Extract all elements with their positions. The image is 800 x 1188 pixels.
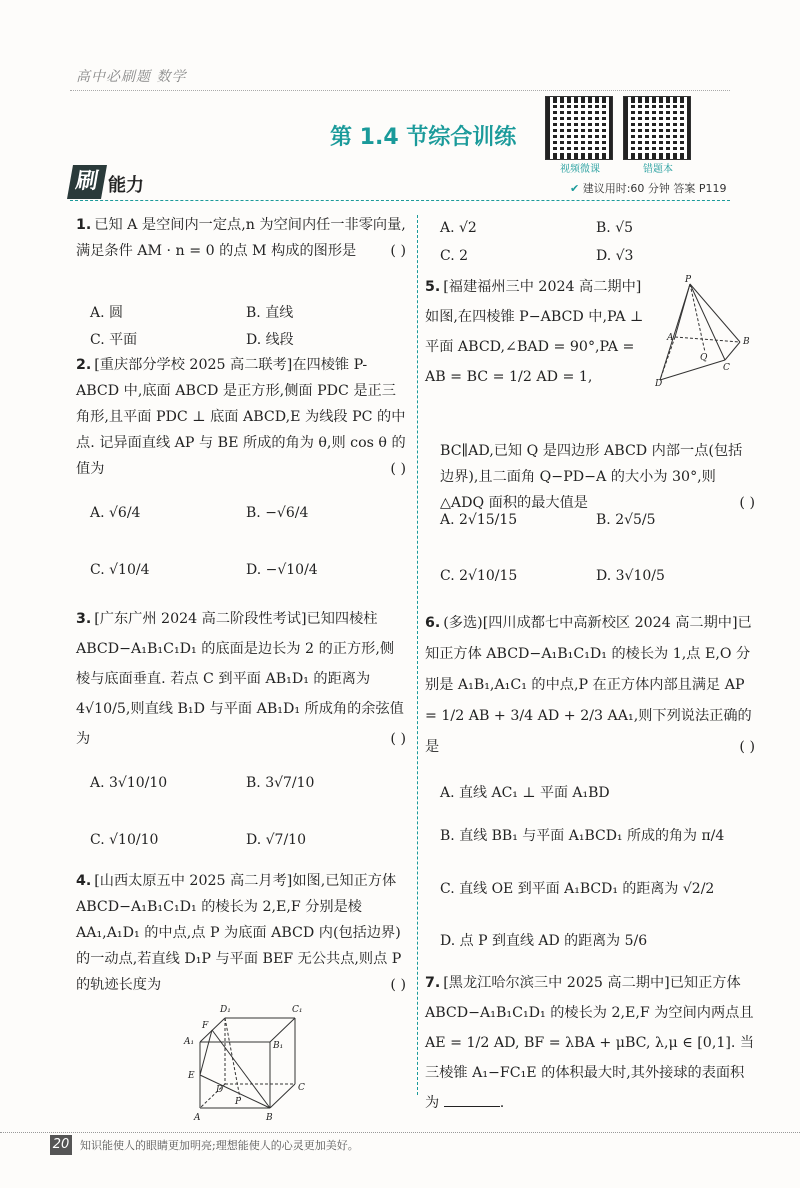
label-C: C — [298, 1083, 305, 1093]
q5-option-c: C. 2√10/15 — [440, 568, 518, 584]
q2-option-a: A. √6/4 — [90, 505, 141, 521]
label-C1: C₁ — [292, 1005, 303, 1015]
q4-option-b: B. √5 — [596, 220, 634, 236]
label-B: B — [743, 337, 750, 347]
label-D: D — [216, 1085, 224, 1095]
qr-video[interactable] — [545, 96, 615, 175]
qr-code-icon — [623, 96, 691, 160]
q5-option-b: B. 2√5/5 — [596, 512, 656, 528]
label-P: P — [235, 1097, 242, 1107]
ability-badge: 刷 — [67, 165, 107, 199]
cube-figure — [180, 1000, 310, 1122]
q4-option-d: D. √3 — [596, 248, 634, 264]
q6-option-a: A. 直线 AC₁ ⊥ 平面 A₁BD — [440, 785, 610, 801]
section-title: 第 1.4 节综合训练 — [330, 125, 517, 150]
q2-option-c: C. √10/4 — [90, 562, 150, 578]
q3-option-d: D. √7/10 — [246, 832, 306, 848]
label-D: D — [655, 379, 663, 387]
question-4: 4. [山西太原五中 2025 高二月考]如图,已知正方体 ABCD−A₁B₁C₁D₁ 的棱长为 2,E,F 分别是棱 AA₁,A₁D₁ 的中点,点 P 为底面 ABCD 内(包括边界)的一动点,若直线 D₁P 与平面 BEF 无公共点,则点 P 的轨迹长度为 ( ) — [76, 873, 406, 993]
label-Q: Q — [700, 353, 708, 363]
q4-option-c: C. 2 — [440, 248, 469, 264]
label-F: F — [202, 1021, 209, 1031]
question-7: 7. [黑龙江哈尔滨三中 2025 高二期中]已知正方体 ABCD−A₁B₁C₁D₁ 的棱长为 2,E,F 为空间内两点且 AE = 1/2 AD, BF = λBA + μBC, λ,μ ∈ [0,1]. 当三棱锥 A₁−FC₁E 的体积最大时,其外接球的表面积为 . — [425, 975, 755, 1111]
qr-label: 错题本 — [643, 164, 673, 175]
qr-wrongbook[interactable] — [623, 96, 693, 175]
qr-label: 视频微课 — [560, 164, 600, 175]
q6-option-b: B. 直线 BB₁ 与平面 A₁BCD₁ 所成的角为 π/4 — [440, 828, 725, 844]
label-E: E — [188, 1071, 195, 1081]
question-1: 1. 已知 A 是空间内一定点,n 为空间内任一非零向量,满足条件 AM · n = 0 的点 M 构成的图形是 ( ) — [76, 217, 406, 259]
q2-option-b: B. −√6/4 — [246, 505, 309, 521]
q5-option-d: D. 3√10/5 — [596, 568, 665, 584]
footer-motto: 知识能使人的眼睛更加明亮;理想能使人的心灵更加美好。 — [80, 1139, 359, 1152]
label-P: P — [685, 275, 692, 285]
answer-blank[interactable] — [444, 1106, 500, 1107]
ability-label: 能力 — [108, 175, 144, 196]
label-D1: D₁ — [220, 1005, 231, 1015]
q1-option-c: C. 平面 — [90, 332, 138, 348]
footer-rule — [0, 1132, 800, 1133]
label-B: B — [266, 1113, 273, 1122]
q1-option-a: A. 圆 — [90, 305, 124, 321]
question-2: 2. [重庆部分学校 2025 高二联考]在四棱锥 P-ABCD 中,底面 ABCD 是正方形,侧面 PDC 是正三角形,且平面 PDC ⊥ 底面 ABCD,E 为线段 PC 的中点. 记异面直线 AP 与 BE 所成的角为 θ,则 cos θ 的值为 ( ) — [76, 357, 406, 477]
question-3: 3. [广东广州 2024 高二阶段性考试]已知四棱柱 ABCD−A₁B₁C₁D₁ 的底面是边长为 2 的正方形,侧棱与底面垂直. 若点 C 到平面 AB₁D₁ 的距离为 4√10/5,则直线 B₁D 与平面 AB₁D₁ 所成角的余弦值为 ( ) — [76, 611, 406, 747]
q2-option-d: D. −√10/4 — [246, 562, 318, 578]
ability-rule — [70, 200, 730, 201]
header-brand: 高中必刷题 数学 — [76, 69, 187, 85]
question-5-part2: BC∥AD,已知 Q 是四边形 ABCD 内部一点(包括边界),且二面角 Q−PD−A 的大小为 30°,则 △ADQ 面积的最大值是 ( ) — [440, 443, 755, 511]
qr-code-icon — [545, 96, 613, 160]
column-divider — [417, 215, 418, 1095]
q1-option-d: D. 线段 — [246, 332, 294, 348]
q6-option-c: C. 直线 OE 到平面 A₁BCD₁ 的距离为 √2/2 — [440, 881, 715, 897]
time-info: ✔ 建议用时:60 分钟 答案 P119 — [570, 182, 727, 195]
q6-option-d: D. 点 P 到直线 AD 的距离为 5/6 — [440, 933, 648, 949]
checkmark-icon: ✔ — [570, 182, 580, 195]
q3-option-b: B. 3√7/10 — [246, 775, 315, 791]
question-5-part1: 5. [福建福州三中 2024 高二期中]如图,在四棱锥 P−ABCD 中,PA ⊥ 平面 ABCD,∠BAD = 90°,PA = AB = BC = 1/2 AD = 1, — [425, 279, 644, 385]
q4-option-a: A. √2 — [440, 220, 477, 236]
label-C: C — [723, 363, 730, 373]
question-6: 6. (多选)[四川成都七中高新校区 2024 高二期中]已知正方体 ABCD−A₁B₁C₁D₁ 的棱长为 1,点 E,O 分别是 A₁B₁,A₁C₁ 的中点,P 在正方体内部且满足 AP = 1/2 AB + 3/4 AD + 2/3 AA₁,则下列说法正确的是 ( ) — [425, 615, 755, 755]
pyramid-figure — [655, 272, 760, 387]
label-B1: B₁ — [273, 1041, 284, 1051]
page-number: 20 — [50, 1135, 72, 1155]
label-A: A — [667, 333, 674, 343]
q3-option-a: A. 3√10/10 — [90, 775, 168, 791]
q3-option-c: C. √10/10 — [90, 832, 159, 848]
q1-option-b: B. 直线 — [246, 305, 294, 321]
q5-option-a: A. 2√15/15 — [440, 512, 518, 528]
label-A: A — [194, 1113, 201, 1122]
label-A1: A₁ — [184, 1037, 195, 1047]
ability-header — [70, 165, 144, 199]
header-rule — [70, 90, 730, 91]
